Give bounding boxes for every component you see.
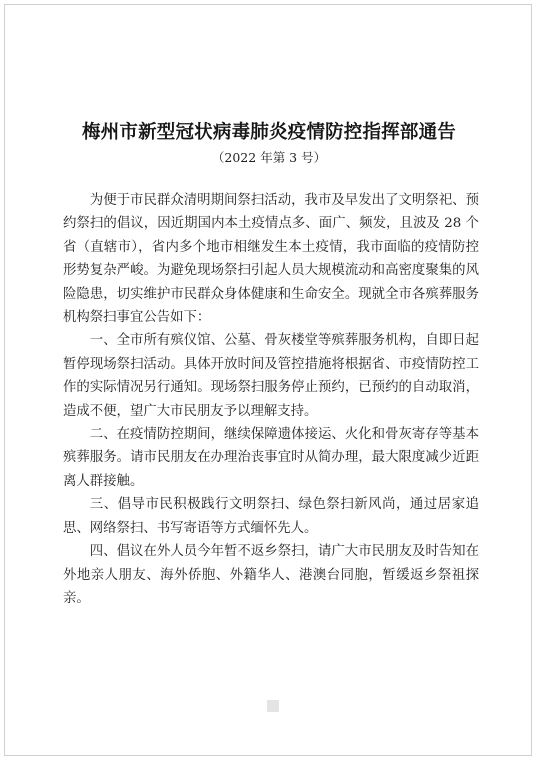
paragraph-intro: 为便于市民群众清明期间祭扫活动，我市及早发出了文明祭祀、预约祭扫的倡议，因近期国内本土疫情点多、面广、频发，且波及 28 个省（直辖市），省内多个地市相继发生本土疫情，我市面临的疫情防控形势复杂严峻。为避免现场祭扫引起人员大规模流动和高密度聚集的风险隐患，切实维护市民群众身体健康和生命安全。现就全市各殡葬服务机构祭扫事宜公告如下： [63, 193, 479, 326]
paragraph-item-4: 四、倡议在外人员今年暂不返乡祭扫，请广大市民朋友及时告知在外地亲人朋友、海外侨胞、外籍华人、港澳台同胞，暂缓返乡祭祖探亲。 [63, 544, 479, 606]
document-body [63, 189, 479, 610]
paragraph-item-2: 二、在疫情防控期间，继续保障遗体接运、火化和骨灰寄存等基本殡葬服务。请市民朋友在办理治丧事宜时从简办理，最大限度减少近距离人群接触。 [63, 427, 479, 489]
paragraph-item-1: 一、全市所有殡仪馆、公墓、骨灰楼堂等殡葬服务机构，自即日起暂停现场祭扫活动。具体开放时间及管控措施将根据省、市疫情防控工作的实际情况另行通知。现场祭扫服务停止预约，已预约的自动取消，造成不便，望广大市民朋友予以理解支持。 [63, 333, 479, 419]
document-number: （2022 年第 3 号） [211, 150, 327, 165]
document-title: 梅州市新型冠状病毒肺炎疫情防控指挥部通告 [81, 122, 456, 143]
paragraph-item-3: 三、倡导市民积极践行文明祭扫、绿色祭扫新风尚，通过居家追思、网络祭扫、书写寄语等方式缅怀先人。 [63, 497, 479, 536]
page-footer-mark [267, 700, 279, 712]
